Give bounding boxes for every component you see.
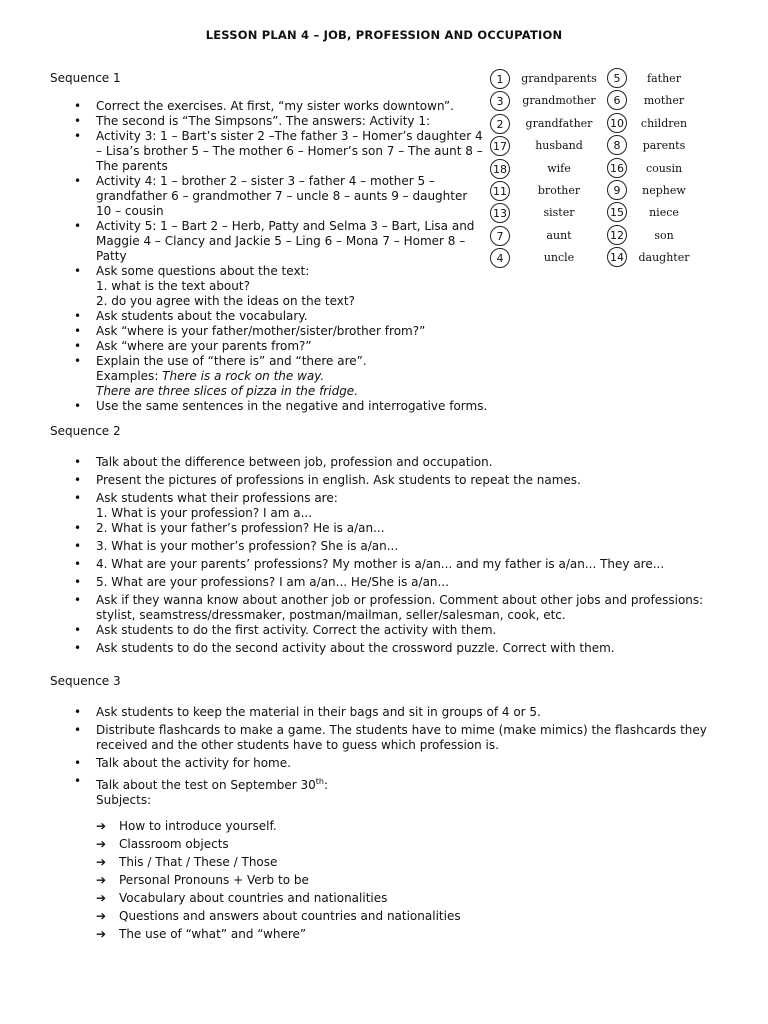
sequence-3-list	[74, 705, 724, 811]
list-item: • 5. What are your professions? I am a/an... He/She is a/an...	[74, 575, 724, 590]
list-item: • Talk about the activity for home.	[74, 756, 724, 771]
number-circle: 17	[490, 136, 510, 156]
vocab-word: grandfather	[525, 116, 593, 130]
number-circle: 4	[490, 248, 510, 268]
vocab-word: wife	[547, 161, 571, 175]
vocab-word: father	[647, 72, 681, 85]
page-title: LESSON PLAN 4 – JOB, PROFESSION AND OCCUPATION	[205, 28, 563, 42]
subject-item	[96, 835, 461, 853]
grid-row	[488, 113, 718, 135]
list-item: • Activity 3: 1 – Bart’s sister 2 –The father 3 – Homer’s daughter 4 – Lisa’s brother 5 – The mother 6 – Homer’s son 7 – The aunt 8 – The parents	[74, 129, 484, 174]
vocab-word: son	[654, 228, 674, 242]
vocab-word: sister	[543, 206, 575, 220]
list-item: • Ask “where is your father/mother/sister/brother from?”	[74, 324, 484, 339]
right-arrow-icon: ➔	[96, 837, 107, 851]
number-circle: 1	[490, 69, 510, 89]
list-item	[74, 491, 724, 521]
vocab-word: brother	[537, 183, 581, 197]
question-line: 1. what is the text about?	[96, 279, 250, 293]
sequence-1-heading: Sequence 1	[50, 71, 121, 85]
list-item	[74, 774, 724, 808]
subject-item	[96, 871, 461, 889]
number-circle: 11	[490, 181, 510, 201]
sequence-2-list	[74, 455, 724, 659]
list-item: • The second is “The Simpsons”. The answers: Activity 1:	[74, 114, 484, 129]
list-item: • Use the same sentences in the negative and interrogative forms.	[74, 399, 656, 414]
list-item: • Ask “where are your parents from?”	[74, 339, 484, 354]
list-item-text: Ask students what their professions are:	[96, 491, 338, 505]
subject-text: Questions and answers about countries and nationalities	[119, 909, 461, 923]
list-item: • Present the pictures of professions in english. Ask students to repeat the names.	[74, 473, 724, 488]
number-circle: 12	[607, 225, 627, 245]
grid-row	[488, 135, 718, 157]
example-sentence: There is a rock on the way.	[162, 369, 325, 383]
subject-item	[96, 889, 461, 907]
subject-text: How to introduce yourself.	[119, 819, 277, 833]
number-circle: 3	[490, 91, 510, 111]
vocab-word: parents	[642, 139, 686, 153]
grid-row	[488, 247, 718, 269]
number-circle: 14	[607, 247, 627, 267]
vocab-word: grandparents	[521, 72, 597, 85]
number-circle: 8	[607, 135, 627, 155]
sequence-1-list	[74, 99, 488, 414]
number-circle: 5	[607, 68, 627, 88]
list-item	[74, 354, 484, 399]
example-sentence: There are three slices of pizza in the fridge.	[96, 384, 359, 398]
list-item: • 3. What is your mother’s profession? She is a/an...	[74, 539, 724, 554]
list-item: • Ask students to do the first activity. Correct the activity with them.	[74, 623, 724, 638]
list-item: • Ask students about the vocabulary.	[74, 309, 484, 324]
subject-item	[96, 925, 461, 943]
vocabulary-grid	[488, 68, 718, 270]
number-circle: 9	[607, 180, 627, 200]
examples-label: Examples:	[96, 369, 163, 383]
subject-text: Personal Pronouns + Verb to be	[119, 873, 309, 887]
subject-text: This / That / These / Those	[119, 855, 278, 869]
list-item: • Activity 5: 1 – Bart 2 – Herb, Patty and Selma 3 – Bart, Lisa and Maggie 4 – Clancy and Jackie 5 – Ling 6 – Mona 7 – Homer 8 – Patty	[74, 219, 484, 264]
right-arrow-icon: ➔	[96, 927, 107, 941]
number-circle: 10	[607, 113, 627, 133]
list-item: • Distribute flashcards to make a game. The students have to mime (make mimics) the flashcards they received and the other students have to guess which profession is.	[74, 723, 724, 753]
subject-item	[96, 853, 461, 871]
subjects-label: Subjects:	[96, 793, 152, 807]
subject-item	[96, 817, 461, 835]
list-item: • 2. What is your father’s profession? He is a/an...	[74, 521, 724, 536]
right-arrow-icon: ➔	[96, 873, 107, 887]
list-item: • Activity 4: 1 – brother 2 – sister 3 – father 4 – mother 5 – grandfather 6 – grandmother 7 – uncle 8 – aunts 9 – daughter 10 – cousin	[74, 174, 484, 219]
question-line: 1. What is your profession? I am a...	[96, 506, 313, 520]
vocab-word: nephew	[642, 183, 686, 197]
vocab-word: aunt	[546, 228, 572, 242]
subject-item	[96, 907, 461, 925]
number-circle: 2	[490, 114, 510, 134]
right-arrow-icon: ➔	[96, 819, 107, 833]
grid-row	[488, 180, 718, 202]
number-circle: 15	[607, 202, 627, 222]
right-arrow-icon: ➔	[96, 855, 107, 869]
grid-row	[488, 202, 718, 224]
grid-row	[488, 90, 718, 112]
right-arrow-icon: ➔	[96, 891, 107, 905]
list-item-text: Ask some questions about the text:	[96, 264, 310, 278]
vocab-word: husband	[535, 139, 583, 153]
vocab-word: mother	[643, 94, 685, 108]
subject-text: Vocabulary about countries and nationalities	[119, 891, 388, 905]
superscript-th: th	[315, 777, 324, 786]
grid-row	[488, 225, 718, 247]
list-item: • Ask if they wanna know about another job or profession. Comment about other jobs and professions: stylist, seamstress/dressmaker, postman/mailman, seller/salesman, cook, etc.	[74, 593, 724, 623]
vocab-word: children	[640, 116, 688, 130]
vocab-word: daughter	[638, 251, 690, 265]
subjects-list	[96, 817, 461, 943]
list-item-text: Talk about the test on September 30	[96, 778, 316, 792]
right-arrow-icon: ➔	[96, 909, 107, 923]
number-circle: 18	[490, 159, 510, 179]
number-circle: 16	[607, 158, 627, 178]
list-item-text: Explain the use of “there is” and “there are”.	[96, 354, 367, 368]
vocab-word: uncle	[543, 251, 575, 265]
number-circle: 13	[490, 203, 510, 223]
colon: :	[324, 778, 329, 792]
vocab-word: grandmother	[522, 94, 596, 108]
question-line: 2. do you agree with the ideas on the text?	[96, 294, 355, 308]
list-item: • Correct the exercises. At first, “my sister works downtown”.	[74, 99, 484, 114]
subject-text: The use of “what” and “where”	[119, 927, 307, 941]
sequence-2-heading: Sequence 2	[50, 424, 121, 438]
number-circle: 7	[490, 226, 510, 246]
grid-row	[488, 68, 718, 90]
number-circle: 6	[607, 90, 627, 110]
list-item: • Ask students to do the second activity about the crossword puzzle. Correct with them.	[74, 641, 724, 656]
grid-row	[488, 158, 718, 180]
subject-text: Classroom objects	[119, 837, 229, 851]
vocab-word: cousin	[645, 161, 683, 175]
list-item: • Talk about the difference between job, profession and occupation.	[74, 455, 724, 470]
list-item	[74, 264, 484, 309]
sequence-3-heading: Sequence 3	[50, 674, 121, 688]
vocab-word: niece	[649, 206, 679, 220]
list-item: • Ask students to keep the material in their bags and sit in groups of 4 or 5.	[74, 705, 724, 720]
list-item: • 4. What are your parents’ professions? My mother is a/an... and my father is a/an... They are...	[74, 557, 724, 572]
